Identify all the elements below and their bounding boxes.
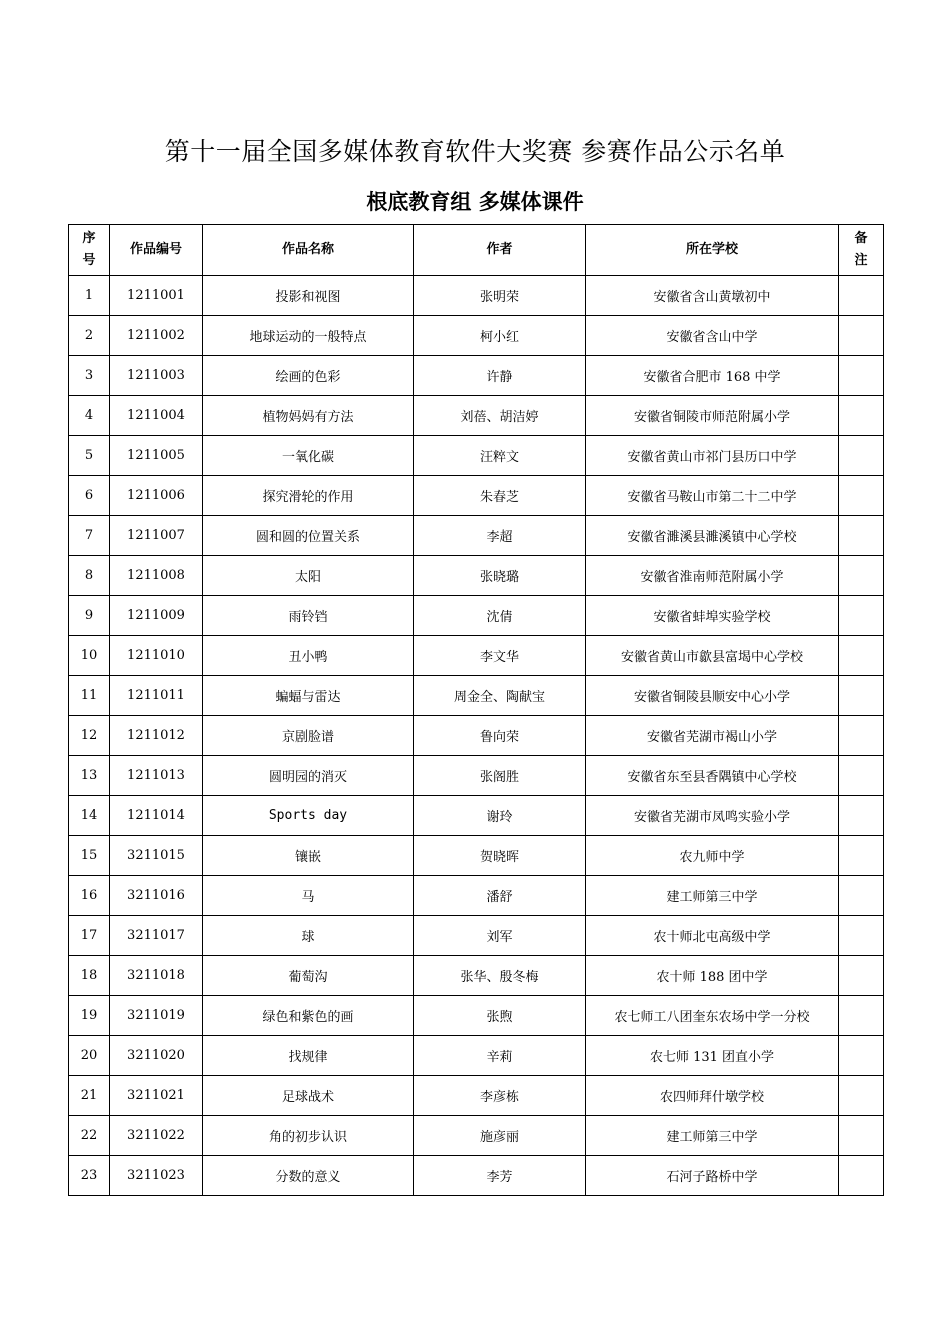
cell-entry-id: 1211007 bbox=[110, 516, 203, 556]
cell-author: 潘舒 bbox=[414, 876, 586, 916]
cell-index: 11 bbox=[69, 676, 110, 716]
cell-note bbox=[839, 956, 884, 996]
cell-author: 李超 bbox=[414, 516, 586, 556]
cell-entry-title: 投影和视图 bbox=[203, 276, 414, 316]
cell-entry-title: 京剧脸谱 bbox=[203, 716, 414, 756]
table-row bbox=[69, 716, 884, 756]
cell-note bbox=[839, 356, 884, 396]
cell-entry-id: 1211009 bbox=[110, 596, 203, 636]
cell-note bbox=[839, 716, 884, 756]
cell-author: 贺晓晖 bbox=[414, 836, 586, 876]
cell-author: 张煦 bbox=[414, 996, 586, 1036]
cell-author: 李文华 bbox=[414, 636, 586, 676]
table-row bbox=[69, 476, 884, 516]
cell-entry-title: 角的初步认识 bbox=[203, 1116, 414, 1156]
table-row bbox=[69, 996, 884, 1036]
cell-index: 14 bbox=[69, 796, 110, 836]
page-subtitle: 根底教育组 多媒体课件 bbox=[366, 190, 584, 214]
cell-entry-id: 3211021 bbox=[110, 1076, 203, 1116]
cell-entry-title: 分数的意义 bbox=[203, 1156, 414, 1196]
cell-author: 朱春芝 bbox=[414, 476, 586, 516]
cell-index: 20 bbox=[69, 1036, 110, 1076]
cell-note bbox=[839, 636, 884, 676]
table-row bbox=[69, 316, 884, 356]
cell-entry-id: 1211014 bbox=[110, 796, 203, 836]
cell-entry-id: 3211017 bbox=[110, 916, 203, 956]
entries-table bbox=[68, 224, 884, 1196]
column-header-title: 作品名称 bbox=[203, 225, 414, 276]
cell-note bbox=[839, 996, 884, 1036]
table-row bbox=[69, 1156, 884, 1196]
cell-note bbox=[839, 1156, 884, 1196]
table-row bbox=[69, 1036, 884, 1076]
table-row bbox=[69, 756, 884, 796]
cell-entry-id: 1211011 bbox=[110, 676, 203, 716]
cell-author: 李芳 bbox=[414, 1156, 586, 1196]
cell-school: 农七师工八团奎东农场中学一分校 bbox=[586, 996, 839, 1036]
column-header-id: 作品编号 bbox=[110, 225, 203, 276]
cell-entry-title: 葡萄沟 bbox=[203, 956, 414, 996]
cell-entry-id: 1211003 bbox=[110, 356, 203, 396]
cell-entry-id: 3211020 bbox=[110, 1036, 203, 1076]
table-row bbox=[69, 516, 884, 556]
table-row bbox=[69, 676, 884, 716]
cell-entry-id: 3211022 bbox=[110, 1116, 203, 1156]
cell-note bbox=[839, 916, 884, 956]
column-header-index: 序 号 bbox=[69, 225, 110, 276]
table-row bbox=[69, 596, 884, 636]
cell-index: 5 bbox=[69, 436, 110, 476]
cell-author: 辛莉 bbox=[414, 1036, 586, 1076]
table-row bbox=[69, 1116, 884, 1156]
cell-entry-title: 球 bbox=[203, 916, 414, 956]
cell-author: 周金全、陶献宝 bbox=[414, 676, 586, 716]
cell-index: 12 bbox=[69, 716, 110, 756]
cell-index: 2 bbox=[69, 316, 110, 356]
cell-entry-title: 马 bbox=[203, 876, 414, 916]
cell-school: 安徽省濉溪县濉溪镇中心学校 bbox=[586, 516, 839, 556]
cell-index: 9 bbox=[69, 596, 110, 636]
cell-entry-id: 1211005 bbox=[110, 436, 203, 476]
cell-author: 施彦丽 bbox=[414, 1116, 586, 1156]
cell-index: 7 bbox=[69, 516, 110, 556]
cell-index: 1 bbox=[69, 276, 110, 316]
cell-note bbox=[839, 516, 884, 556]
cell-school: 建工师第三中学 bbox=[586, 1116, 839, 1156]
cell-note bbox=[839, 796, 884, 836]
cell-school: 农十师北屯高级中学 bbox=[586, 916, 839, 956]
cell-author: 张阁胜 bbox=[414, 756, 586, 796]
cell-note bbox=[839, 436, 884, 476]
cell-index: 23 bbox=[69, 1156, 110, 1196]
cell-school: 安徽省东至县香隅镇中心学校 bbox=[586, 756, 839, 796]
cell-school: 安徽省黄山市歙县富堨中心学校 bbox=[586, 636, 839, 676]
table-row bbox=[69, 356, 884, 396]
cell-index: 16 bbox=[69, 876, 110, 916]
cell-entry-id: 1211001 bbox=[110, 276, 203, 316]
table-row bbox=[69, 796, 884, 836]
cell-school: 安徽省含山中学 bbox=[586, 316, 839, 356]
cell-note bbox=[839, 1036, 884, 1076]
cell-entry-title: 绘画的色彩 bbox=[203, 356, 414, 396]
cell-index: 10 bbox=[69, 636, 110, 676]
cell-index: 8 bbox=[69, 556, 110, 596]
cell-school: 农十师 188 团中学 bbox=[586, 956, 839, 996]
cell-index: 21 bbox=[69, 1076, 110, 1116]
cell-school: 安徽省铜陵县顺安中心小学 bbox=[586, 676, 839, 716]
table-body bbox=[69, 276, 884, 1196]
cell-school: 安徽省蚌埠实验学校 bbox=[586, 596, 839, 636]
cell-author: 汪粹文 bbox=[414, 436, 586, 476]
cell-entry-id: 3211015 bbox=[110, 836, 203, 876]
cell-note bbox=[839, 676, 884, 716]
table-row bbox=[69, 956, 884, 996]
table-row bbox=[69, 276, 884, 316]
table-row bbox=[69, 396, 884, 436]
cell-entry-title: 镶嵌 bbox=[203, 836, 414, 876]
cell-school: 安徽省合肥市 168 中学 bbox=[586, 356, 839, 396]
cell-school: 安徽省黄山市祁门县历口中学 bbox=[586, 436, 839, 476]
cell-school: 安徽省淮南师范附属小学 bbox=[586, 556, 839, 596]
cell-entry-id: 1211013 bbox=[110, 756, 203, 796]
cell-index: 17 bbox=[69, 916, 110, 956]
cell-entry-title: 植物妈妈有方法 bbox=[203, 396, 414, 436]
cell-school: 安徽省含山黄墩初中 bbox=[586, 276, 839, 316]
cell-author: 张华、殷冬梅 bbox=[414, 956, 586, 996]
cell-note bbox=[839, 756, 884, 796]
cell-author: 李彦栋 bbox=[414, 1076, 586, 1116]
cell-note bbox=[839, 276, 884, 316]
table-row bbox=[69, 836, 884, 876]
cell-entry-title: 找规律 bbox=[203, 1036, 414, 1076]
cell-index: 15 bbox=[69, 836, 110, 876]
cell-entry-id: 1211002 bbox=[110, 316, 203, 356]
cell-note bbox=[839, 876, 884, 916]
cell-entry-id: 3211016 bbox=[110, 876, 203, 916]
cell-entry-id: 1211010 bbox=[110, 636, 203, 676]
cell-index: 3 bbox=[69, 356, 110, 396]
cell-entry-title: Sports day bbox=[203, 796, 414, 836]
cell-author: 鲁向荣 bbox=[414, 716, 586, 756]
cell-entry-title: 雨铃铛 bbox=[203, 596, 414, 636]
column-header-note: 备 注 bbox=[839, 225, 884, 276]
table-row bbox=[69, 436, 884, 476]
cell-school: 农七师 131 团直小学 bbox=[586, 1036, 839, 1076]
cell-entry-title: 圆和圆的位置关系 bbox=[203, 516, 414, 556]
cell-school: 石河子路桥中学 bbox=[586, 1156, 839, 1196]
cell-entry-title: 足球战术 bbox=[203, 1076, 414, 1116]
cell-author: 柯小红 bbox=[414, 316, 586, 356]
cell-author: 刘蓓、胡洁婷 bbox=[414, 396, 586, 436]
cell-entry-id: 3211023 bbox=[110, 1156, 203, 1196]
cell-school: 农九师中学 bbox=[586, 836, 839, 876]
column-header-school: 所在学校 bbox=[586, 225, 839, 276]
table-row bbox=[69, 636, 884, 676]
cell-entry-title: 地球运动的一般特点 bbox=[203, 316, 414, 356]
cell-entry-id: 1211008 bbox=[110, 556, 203, 596]
cell-school: 安徽省铜陵市师范附属小学 bbox=[586, 396, 839, 436]
cell-note bbox=[839, 556, 884, 596]
cell-entry-id: 3211019 bbox=[110, 996, 203, 1036]
cell-note bbox=[839, 596, 884, 636]
cell-note bbox=[839, 316, 884, 356]
cell-author: 沈倩 bbox=[414, 596, 586, 636]
cell-school: 建工师第三中学 bbox=[586, 876, 839, 916]
cell-entry-id: 1211006 bbox=[110, 476, 203, 516]
cell-index: 4 bbox=[69, 396, 110, 436]
cell-school: 安徽省马鞍山市第二十二中学 bbox=[586, 476, 839, 516]
table-row bbox=[69, 556, 884, 596]
cell-index: 18 bbox=[69, 956, 110, 996]
cell-entry-title: 一氧化碳 bbox=[203, 436, 414, 476]
cell-note bbox=[839, 1076, 884, 1116]
cell-school: 农四师拜什墩学校 bbox=[586, 1076, 839, 1116]
cell-entry-title: 太阳 bbox=[203, 556, 414, 596]
cell-index: 19 bbox=[69, 996, 110, 1036]
cell-note bbox=[839, 1116, 884, 1156]
cell-entry-title: 蝙蝠与雷达 bbox=[203, 676, 414, 716]
cell-entry-id: 3211018 bbox=[110, 956, 203, 996]
cell-note bbox=[839, 396, 884, 436]
cell-index: 13 bbox=[69, 756, 110, 796]
cell-entry-id: 1211004 bbox=[110, 396, 203, 436]
column-header-author: 作者 bbox=[414, 225, 586, 276]
cell-entry-id: 1211012 bbox=[110, 716, 203, 756]
cell-entry-title: 探究滑轮的作用 bbox=[203, 476, 414, 516]
table-header-row bbox=[69, 225, 884, 276]
table-row bbox=[69, 1076, 884, 1116]
cell-index: 6 bbox=[69, 476, 110, 516]
page-title: 第十一届全国多媒体教育软件大奖赛 参赛作品公示名单 bbox=[164, 137, 786, 166]
cell-author: 谢玲 bbox=[414, 796, 586, 836]
cell-note bbox=[839, 836, 884, 876]
cell-school: 安徽省芜湖市凤鸣实验小学 bbox=[586, 796, 839, 836]
cell-entry-title: 丑小鸭 bbox=[203, 636, 414, 676]
cell-author: 刘军 bbox=[414, 916, 586, 956]
table-row bbox=[69, 876, 884, 916]
table-row bbox=[69, 916, 884, 956]
cell-author: 张明荣 bbox=[414, 276, 586, 316]
cell-school: 安徽省芜湖市褐山小学 bbox=[586, 716, 839, 756]
cell-note bbox=[839, 476, 884, 516]
cell-author: 张晓璐 bbox=[414, 556, 586, 596]
cell-entry-title: 绿色和紫色的画 bbox=[203, 996, 414, 1036]
cell-entry-title: 圆明园的消灭 bbox=[203, 756, 414, 796]
cell-author: 许静 bbox=[414, 356, 586, 396]
cell-index: 22 bbox=[69, 1116, 110, 1156]
